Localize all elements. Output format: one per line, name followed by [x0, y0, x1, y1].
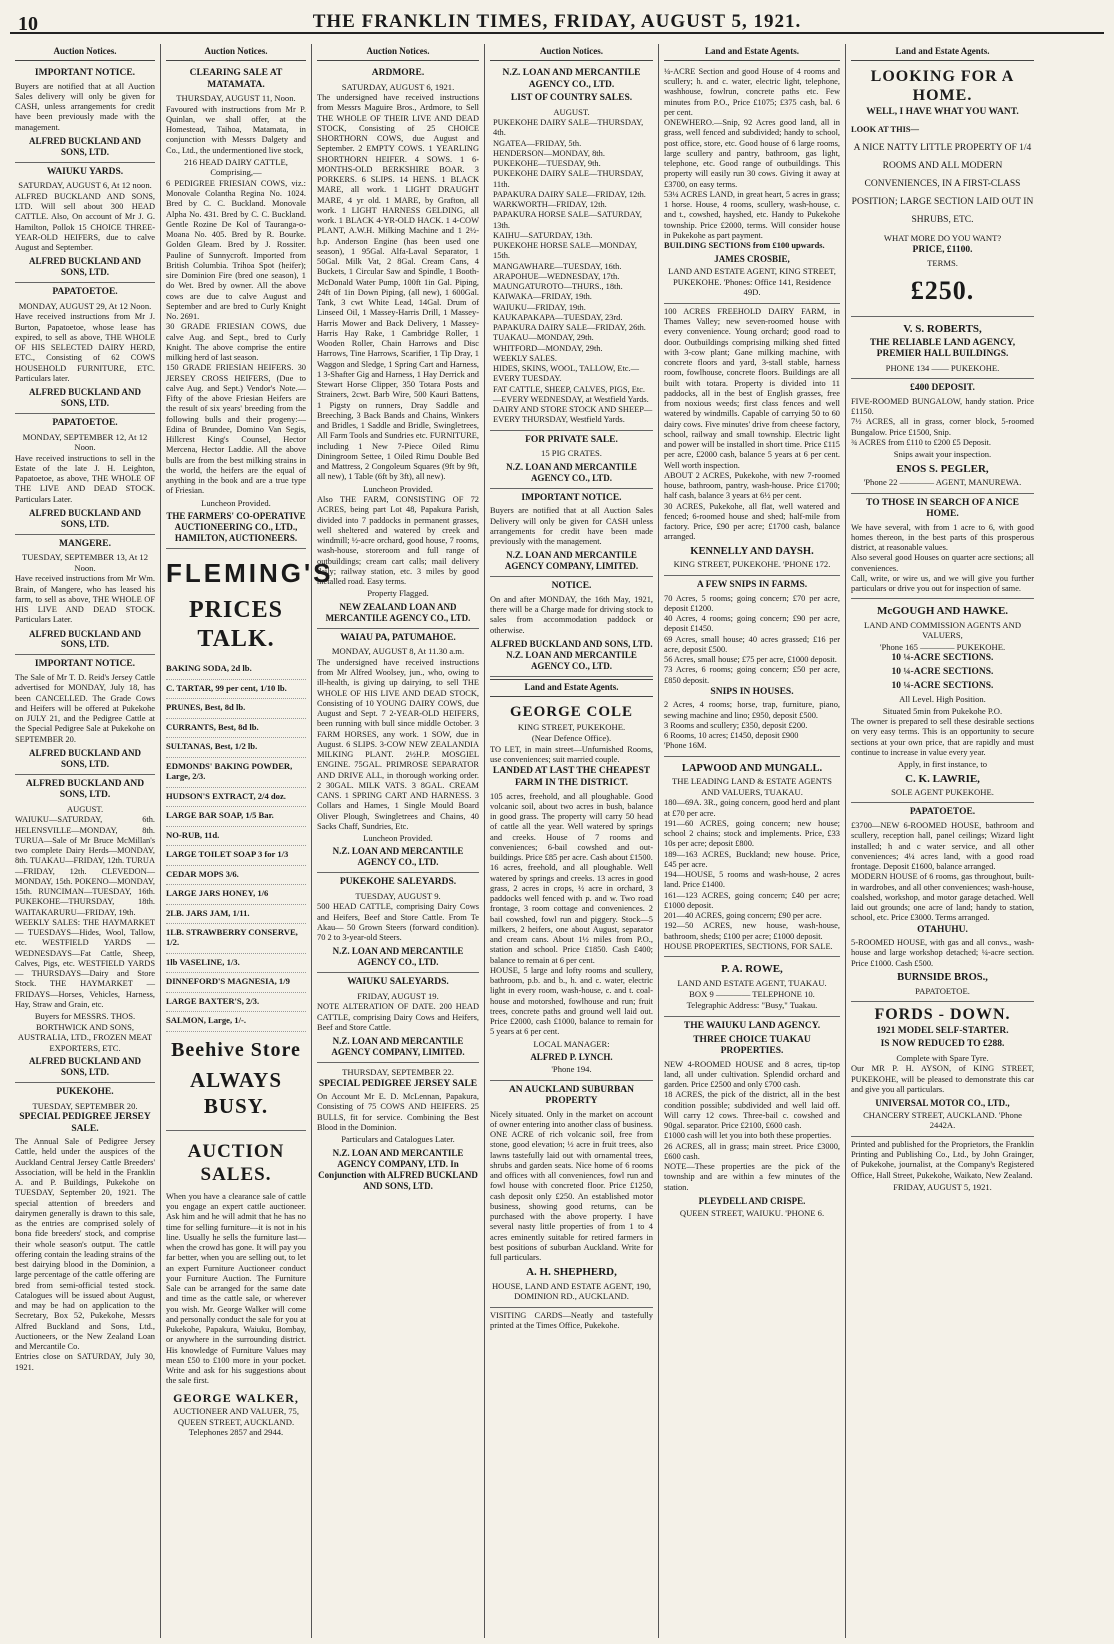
column-header: Land and Estate Agents. — [851, 44, 1034, 61]
ad-subheading: THREE CHOICE TUAKAU PROPERTIES. — [693, 1034, 811, 1057]
column-header: Auction Notices. — [317, 44, 479, 61]
columns — [10, 44, 1104, 1638]
ad-private-sale — [490, 431, 653, 489]
ad-body: The Sale of Mr T. D. Reid's Jersey Cattle advertised for MONDAY, July 18, has been CANCELLED. The Grade Cows and Heifers will be offered at Pukekohe on JULY 21, and the Pedigree Cattle at the Special Pedigree Sale at Pukekohe on SEPTEMBER 20. — [15, 673, 155, 744]
ad-body: The Annual Sale of Pedigree Jersey Cattle, held under the auspices of the Auckland Central Jersey Cattle Breeders' Association, will be held in the Franklin A. and P. Buildings, Pukekohe on TUESDAY, September 20, 1921. The special attention of breeders and dairymen generally is drawn to this sale, as the entries are comprised solely of bona fide breeders' stock, and comprise their whole season's output. The cattle offering contain the leading strains of the best dairying blood in the Dominion, a large percentage of the cattle offering are bred from semi-official tested stock. Catalogues will be issued about August, and may be had on application to the Secretary, Box 52, Pukekohe, Messrs Alfred Buckland and Sons, Ltd., Auctioneers, or the New Zealand Loan and Mercantile Co. — [15, 1137, 155, 1352]
ad-body: £3700—NEW 6-ROOMED HOUSE, bathroom and scullery, reception hall, panel ceilings; Wizard light installed; h and c water service, and all other conveniences; 4¼ acres land, with a good road frontage. Deposit £1600, balance arranged. — [851, 821, 1034, 871]
ad-body: On Account Mr E. D. McLennan, Papakura, Consisting of 75 COWS AND HEIFERS. 25 BULLS, fit for service. Combining the Best Blood in the Dominion. — [317, 1092, 479, 1132]
ad-george-cole — [490, 700, 653, 1081]
ad-body: ABOUT 2 ACRES, Pukekohe, with new 7-roomed house, bathroom, pantry, wash-house. Price £1700; half cash, balance 3 years at 6½ per cent. — [664, 470, 840, 501]
ad-body: A NICE NATTY LITTLE PROPERTY OF 1/4 ROOMS AND ALL MODERN CONVENIENCES, IN A FIRST-CLASS POSITION; LARGE SECTION LAID OUT IN SHRUBS, ETC. — [851, 142, 1034, 226]
ad-signature: ALFRED BUCKLAND AND SONS, LTD. — [28, 387, 141, 409]
ad-body: Call, write, or wire us, and we will give you further particulars or drive you out for inspection of same. — [851, 573, 1034, 594]
ad-signature: ALFRED BUCKLAND AND SONS, LTD. — [28, 256, 141, 278]
agent-phone: 'Phone 22 ———— AGENT, MANUREWA. — [863, 477, 1022, 488]
agent-address: KING STREET, PUKEKOHE. — [517, 721, 626, 732]
ad-body: 105 acres, freehold, and all ploughable. Good volcanic soil, about two acres in bush, balance in good grass. The property will carry 50 head of cattle all the year. Well watered by springs and creeks. House of 7 rooms and conveniences; 6-bail cowshed and out-buildings. Price £85 per acre. Cash about £1500. — [490, 791, 653, 863]
ad-address: QUEEN STREET, WAIUKU. 'PHONE 6. — [679, 1207, 825, 1218]
ad-body: 6 PEDIGREE FRIESIAN COWS, viz.: Monovale Colantha Regina No. 1024. Bred by C. C. Buckland. Monovale Alpha No. 431. Bred by C. C. Buckland. Gentle Rozine De Kol of Tauranga-o-Moana No. 405. Bred by R. Bourke. Golden Gleam. Bred by J. Rossiter. Pauline of Sunnycroft. Imported from British Columbia. Trihoa Spot (heifer); sire Dominion Fire (bred one season), 1 do Wet. Bred by owner. All the above cows are due to calve August and September and are bred to Curly Knight No. 2691. — [166, 178, 306, 322]
price-item: EDMONDS' BAKING POWDER, Large, 2/3. — [166, 758, 306, 788]
ad-papatoetoe-land — [851, 803, 1034, 1002]
price-item: SALMON, Large, 1/-. — [166, 1012, 306, 1031]
ad-subheading: OTAHUHU. — [917, 924, 968, 935]
ad-date: MONDAY, SEPTEMBER 12, At 12 Noon. — [22, 431, 148, 453]
ad-body: Buyers are notified that at all Auction Sales Delivery will only be given for CASH unless arrangements for credit have been made previously with the management. — [490, 506, 653, 547]
snip-item: 73 Acres, 6 rooms; going concern; £50 per acre, £850 deposit. — [664, 665, 840, 685]
ad-address: LAND AND ESTATE AGENT, KING STREET, PUKEKOHE. 'Phones: Office 141, Residence 49D. — [668, 266, 836, 298]
ad-body: 10 ¼-ACRE SECTIONS. — [891, 680, 994, 691]
ad-body: ¾ ACRES from £110 to £200 £5 Deposit. — [851, 437, 991, 447]
agent-subtitle: LAND AND ESTATE AGENT, TUAKAU. — [677, 977, 827, 988]
ad-notice-charge — [490, 577, 653, 676]
ad-date: AUGUST. — [66, 803, 104, 814]
ad-pegler — [851, 379, 1034, 493]
ad-body: Snips await your inspection. — [893, 449, 992, 460]
snip-item: 56 Acres, small house; £75 per acre, £1000 deposit. — [664, 655, 837, 664]
ad-heading: PAPATOETOE. — [52, 417, 118, 428]
ad-kennelly — [664, 304, 840, 576]
ad-heading: IMPORTANT NOTICE. — [34, 659, 136, 670]
ad-body: The undersigned have received instructions from Mr Alfred Woolsey, jun., who, owing to ill-health, is giving up dairying, to sell THE WHOLE OF HIS LIVE AND DEAD STOCK, Consisting of 10 YOUNG DAIRY COWS, due August and Sept. 7 2-YEAR-OLD HEIFERS, been running with bull since middle October. 3 FARM HORSES, any work. 1 SOW, due in August. 6 SLIPS. 3-COW NEW ZEALANDIA MILKING PLANT. 2½H.P. MOSGIEL ENGINE. 75GAL. PRIMROSE SEPARATOR AND DRIVE ALL, in thorough working order. 2 30GAL. MILK VATS. 3 8GAL. CREAM CANS. 1 SPRING CART AND HARNESS. 3 Collars and Hames, 1 Single Mould Board Oliver Plough, Swingletrees and Chains, 40 Sacks Chaff, Sundries, Etc. — [317, 657, 479, 831]
ad-subheading: LANDED AT LAST THE CHEAPEST FARM IN THE DISTRICT. — [492, 766, 651, 788]
ad-body: 7½ ACRES, all in grass, corner block, 5-roomed Bungalow. Price £1500, Snip. — [851, 417, 1034, 437]
ad-date: TUESDAY, AUGUST 9. — [355, 891, 441, 901]
section-header: Land and Estate Agents. — [490, 679, 653, 697]
ad-date: MONDAY, AUGUST 29, At 12 Noon. — [18, 300, 152, 311]
ad-body: 15 PIG CRATES. — [541, 448, 602, 459]
snip-item: 70 Acres, 5 rooms; going concern; £70 per acre, deposit £1200. — [664, 593, 840, 613]
ad-heading: WAIAU PA, PATUMAHOE. — [340, 632, 456, 643]
property-item: 194—HOUSE, 5 rooms and wash-house, 2 acres land. Price £1400. — [664, 870, 840, 890]
ad-heading: AN AUCKLAND SUBURBAN PROPERTY — [508, 1084, 635, 1107]
property-item: 180—69A. 3R., going concern, good herd and plant at £70 per acre. — [664, 798, 840, 818]
ad-address: HOUSE, LAND AND ESTATE AGENT, 190, DOMINION RD., AUCKLAND. — [491, 1280, 652, 1302]
ad-body: £1000 cash will let you into both these properties. — [664, 1131, 832, 1141]
ad-rowe — [664, 957, 840, 1017]
ad-price: PRICE, £1100. — [912, 244, 973, 255]
column-4 — [485, 44, 659, 1638]
ad-date: TUESDAY, SEPTEMBER 13, At 12 Noon. — [21, 552, 149, 573]
price-item: HUDSON'S EXTRACT, 2/4 doz. — [166, 788, 306, 807]
ad-address: CHANCERY STREET, AUCKLAND. 'Phone 2442A. — [863, 1109, 1022, 1131]
ad-body: Luncheon Provided. — [363, 833, 433, 843]
ad-roberts — [851, 317, 1034, 379]
ad-suburban — [490, 1081, 653, 1308]
ad-signature: ALFRED BUCKLAND AND SONS, LTD. — [28, 507, 141, 529]
ad-body: 5-ROOMED HOUSE, with gas and all convs., wash-house and large workshop detached; ¼-acre section. Price £1000. Cash £500. — [851, 938, 1034, 968]
ad-subheading: LIST OF COUNTRY SALES. — [510, 93, 633, 104]
ad-body: Also several good Houses on quarter acre sections; all conveniences. — [851, 553, 1034, 573]
ad-heading: FORDS - DOWN. — [874, 1006, 1011, 1024]
imprint-date: FRIDAY, AUGUST 5, 1921. — [893, 1181, 992, 1192]
price-item: C. TARTAR, 99 per cent, 1/10 lb. — [166, 680, 306, 699]
property-item: HOUSE PROPERTIES, SECTIONS, FOR SALE. — [664, 941, 833, 951]
ad-signature: BURNSIDE BROS., — [897, 971, 988, 983]
ad-sale-list — [15, 775, 155, 1083]
price-list — [166, 660, 306, 1032]
price-item: DINNEFORD'S MAGNESIA, 1/9 — [166, 973, 306, 992]
agent-phone: PHONE 134 —— PUKEKOHE. — [885, 362, 1000, 373]
ad-body: VISITING CARDS—Neatly and tastefully printed at the Times Office, Pukekohe. — [490, 1310, 653, 1331]
ad-subheading: SNIPS IN HOUSES. — [710, 686, 794, 697]
snips-farms-list — [664, 594, 840, 686]
ad-important-notice — [15, 64, 155, 163]
imprint — [851, 1137, 1034, 1197]
agent-address: (Near Defence Office). — [531, 733, 612, 744]
ad-date: SATURDAY, AUGUST 6, At 12 noon. — [18, 180, 152, 191]
agent-contact: BOX 9 ———— TELEPHONE 10. — [689, 988, 815, 999]
ad-body: Also THE FARM, CONSISTING OF 72 ACRES, being part Lot 48, Papakura Parish, divided into 7 paddocks in permanent grasses, well sheltered and watered by creek and windmill; ½-acre orchard, good house, 7 rooms, wash-house, storeroom and full range of outbuildings; cream cart calls; mail delivery daily; railway station, etc. 3 miles by good metalled road. Easy terms. — [317, 495, 479, 587]
price-item: 1lb VASELINE, 1/3. — [166, 954, 306, 973]
ad-date: THURSDAY, AUGUST 11, Noon. — [176, 93, 296, 104]
sale-list-item: PUKEKOHE DAIRY SALE—THURSDAY, 11th. — [493, 169, 644, 189]
ad-body: On and after MONDAY, the 16th May, 1921, there will be a Charge made for driving stock to sales from accommodation paddock or otherwise. — [490, 594, 653, 635]
ad-body: WELL, I HAVE WHAT YOU WANT. — [866, 107, 1019, 117]
ad-heading: NOTICE. — [551, 581, 592, 592]
ad-fords — [851, 1002, 1034, 1137]
ad-crosbie — [664, 64, 840, 304]
ad-heading: A FEW SNIPS IN FARMS. — [696, 579, 808, 590]
ad-body: 150 GRADE FRIESIAN HEIFERS. 30 JERSEY CROSS HEIFERS, (Due to calve Aug. and Sept.) Vendor's Note.—Fifty of the above Friesian Heifers are the result of six years' breeding from the following bulls and their progeny:—Edina of Brundee, Domino Van Segis, Hillcrest King's Counsel, Hector Mercena, Hector Laddie. All the above bulls are from the best milking strains in the world, the heifers are the equal of anything in the book and are a true type of Friesian. — [166, 363, 306, 496]
snip-item: 69 Acres, small house; 40 acres grassed; £16 per acre, deposit £500. — [664, 634, 840, 654]
sale-list-item: MANGAWHARE—TUESDAY, 16th. — [493, 261, 622, 271]
masthead — [10, 6, 1104, 34]
ad-signature: ALFRED BUCKLAND AND SONS, LTD. N.Z. LOAN AND MERCANTILE AGENCY CO., LTD. — [490, 638, 653, 671]
ad-heading: PAPATOETOE. — [52, 287, 118, 298]
sale-list-item: PAPAKURA HORSE SALE—SATURDAY, 13th. — [493, 210, 643, 230]
ad-body: 10 ¼-ACRE SECTIONS. — [891, 666, 994, 677]
ad-body: Property Flagged. — [367, 588, 429, 599]
agent-name: V. S. ROBERTS, — [903, 323, 982, 336]
sale-list-item: PUKEKOHE—TUESDAY, 9th. — [493, 159, 601, 169]
ad-signature: JAMES CROSBIE, — [714, 254, 790, 265]
ad-heading: ARDMORE. — [371, 67, 425, 78]
ad-body: Luncheon Provided. — [201, 497, 271, 508]
ad-body: LOOK AT THIS— — [851, 124, 919, 134]
ad-heading: ALFRED BUCKLAND AND SONS, LTD. — [25, 778, 145, 801]
sale-list-item: WHITFORD—MONDAY, 29th. — [493, 343, 603, 353]
ad-flemings — [166, 549, 334, 1131]
ad-body: All Level. High Position. — [899, 694, 986, 705]
ad-body: Buyers for MESSRS. THOS. BORTHWICK AND SONS, AUSTRALIA, LTD., FROZEN MEAT EXPORTERS, ETC. — [17, 1011, 153, 1053]
ad-signature: N.Z. LOAN AND MERCANTILE AGENCY CO., LTD. — [332, 946, 464, 968]
sale-list-item: KAUKAPAKAPA—TUESDAY, 23rd. — [493, 312, 623, 322]
ad-address: AUCTIONEER AND VALUER, 75, QUEEN STREET, AUCKLAND. Telephones 2857 and 2944. — [173, 1406, 299, 1438]
snip-item: 6 Rooms, 10 acres; £1450, deposit £900 — [664, 731, 799, 741]
ad-pukekohe-saleyards — [317, 873, 479, 973]
ad-heading: PUKEKOHE. — [56, 1086, 114, 1097]
ad-signature: THE FARMERS' CO-OPERATIVE AUCTIONEERING CO., LTD., HAMILTON, AUCTIONEERS. — [166, 511, 306, 543]
ad-date: TUESDAY, SEPTEMBER 20. — [32, 1100, 138, 1111]
ad-body: 30 ACRES, Pukekohe, all flat, well watered and fenced; 6-roomed house and shed; half-mile from factory. Price, £90 per acre; £1700 cash, balance arranged. — [664, 501, 840, 542]
column-header: Auction Notices. — [166, 44, 306, 61]
ad-body: NOTE ALTERATION OF DATE. 200 HEAD CATTLE, comprising Dairy Cows and Heifers, Beef and Store Cattle. — [317, 1002, 479, 1032]
ad-heading: WAIUKU YARDS. — [46, 166, 124, 177]
ad-clearing-sale — [166, 64, 306, 549]
ad-address: SOLE AGENT PUKEKOHE. — [891, 786, 994, 797]
sale-list-item: PAPAKURA DAIRY SALE—FRIDAY, 26th. — [493, 323, 646, 333]
sale-list-item: KAIWAKA—FRIDAY, 19th. — [493, 292, 592, 302]
sale-list-item: HIDES, SKINS, WOOL, TALLOW, Etc.—EVERY TUESDAY. — [493, 364, 639, 384]
ad-body: Situated 5min from Pukekohe P.O. — [882, 705, 1003, 716]
sale-list-item: FAT CATTLE, SHEEP, CALVES, PIGS, Etc.—EVERY WEDNESDAY, at Westfield Yards. — [493, 384, 649, 404]
price-item: CURRANTS, Best, 8d lb. — [166, 719, 306, 738]
snip-item: 3 Rooms and scullery; £350, deposit £200. — [664, 720, 808, 730]
ad-date: SATURDAY, AUGUST 6, 1921. — [341, 81, 455, 92]
price-item: LARGE BAR SOAP, 1/5 Bar. — [166, 807, 306, 826]
ad-pukekohe-jersey — [15, 1083, 155, 1377]
property-item: 192—50 ACRES, new house, wash-house, bathroom, sheds; £100 per acre; £1000 deposit. — [664, 921, 840, 941]
ad-heading: LOOKING FOR A HOME. — [870, 67, 1015, 105]
column-header: Auction Notices. — [15, 44, 155, 61]
ad-signature: C. K. LAWRIE, — [905, 772, 980, 785]
snip-item: 2 Acres, 4 rooms; horse, trap, furniture, piano, sewing machine and lino; £950, deposit £500. — [664, 700, 840, 720]
fleming-slogan: PRICES TALK. — [188, 596, 284, 652]
sale-list-item: KAIHU—SATURDAY, 13th. — [493, 230, 593, 240]
snip-item: 'Phone 16M. — [664, 741, 707, 751]
ad-ardmore — [317, 64, 479, 629]
ad-body: Our MR P. H. AYSON, of KING STREET, PUKEKOHE, will be pleased to demonstrate this car and give you all particulars. — [851, 1064, 1034, 1094]
ad-waiuku-saleyards — [317, 973, 479, 1063]
sale-list-item: PAPAKURA DAIRY SALE—FRIDAY, 12th. — [493, 189, 646, 199]
lapwood-list — [664, 798, 840, 952]
ad-papatoetoe-aug — [15, 283, 155, 414]
property-item: 201—40 ACRES, going concern; £90 per acre. — [664, 911, 822, 921]
sale-list-item: DAIRY AND STORE STOCK AND SHEEP—EVERY THURSDAY, Westfield Yards. — [493, 405, 653, 425]
price-item: 1LB. STRAWBERRY CONSERVE, 1/2. — [166, 924, 306, 954]
ad-body: We have several, with from 1 acre to 6, with good homes thereon, in the best parts of this prosperous district, at reasonable values. — [851, 522, 1034, 553]
sale-list-item: ARAPOHUE—WEDNESDAY, 17th. — [493, 271, 620, 281]
agent-name: ENOS S. PEGLER, — [896, 462, 989, 475]
column-header: Auction Notices. — [490, 44, 653, 61]
ad-manager-name: ALFRED P. LYNCH. — [530, 1052, 613, 1063]
ad-body: 216 HEAD DAIRY CATTLE, Comprising,— — [184, 156, 288, 178]
agent-name: GEORGE COLE — [509, 703, 634, 720]
ad-visiting-cards — [490, 1308, 653, 1336]
ad-body: Nicely situated. Only in the market on account of owner entering into another class of business. ONE ACRE of rich volcanic soil, free from stone, good elevation; ½ acre in fruit trees, also lawns tastefully laid out with ornamental trees, shrubs and garden seats. Nice home of 6 rooms and offices with all conveniences, fowl run and fowl house with concreted floor. Price £1250, cash deposit only £250. An established motor business, showing good returns, can be purchased with the above property. I have several nasty little properties of from 1 to 4 acres eminently suitable for retired farmers in best positions of suburban Auckland. Write for full particulars. — [490, 1109, 653, 1263]
ad-body: 10 ¼-ACRE SECTIONS. — [891, 653, 994, 664]
store-name: Beehive Store — [171, 1038, 301, 1061]
agent-subtitle: LAND AND COMMISSION AGENTS AND VALUERS, — [863, 619, 1022, 641]
price-item: CEDAR MOPS 3/6. — [166, 866, 306, 885]
ad-search-home — [851, 494, 1034, 600]
ad-body: 500 HEAD CATTLE, comprising Dairy Cows and Heifers, Beef and Store Cattle. From Te Akau— 50 Grown Steers (forward condition). 70 2 to 3-year-old Steers. — [317, 902, 479, 943]
page-number: 10 — [18, 13, 38, 35]
ad-body: ONEWHERO.—Snip, 92 Acres good land, all in grass, well fenced and subdivided; handy to school, post office, store, etc. Good house of 6 large rooms, large scullery and pantry, bathroom, gas light, telephone, etc. Good range of outbuildings. This property will easily run 30 cows. Giving it away at £3700, on easy terms. — [664, 118, 840, 189]
ad-body: WEEKLY SALES: THE HAYMARKET — TUESDAYS—Hides, Wool, Tallow, etc. WESTFIELD YARDS — WEDNESDAYS—Fat Cattle, Sheep, Calves, Pigs, etc. WESTFIELD YARDS — THURSDAYS—Dairy and Store Stock. THE HAYMARKET — FRIDAYS—Horses, Vehicles, Harness, Hay, Straw and Grain, etc. — [15, 917, 155, 1009]
ad-heading: N.Z. LOAN AND MERCANTILE AGENCY CO., LTD. — [502, 67, 641, 90]
ad-signature: KENNELLY AND DAYSH. — [690, 545, 814, 557]
ad-signature: ALFRED BUCKLAND AND SONS, LTD. — [28, 747, 141, 769]
ad-body: FIVE-ROOMED BUNGALOW, handy station. Price £1150. — [851, 396, 1034, 417]
ad-body: The undersigned have received instructions from Messrs Maguire Bros., Ardmore, to Sell THE WHOLE OF THEIR LIVE AND DEAD STOCK, Consisting of 25 CHOICE SHORTHORN COWS, due August and September. 2 EMPTY COWS. 1 YEARLING SHORTHORN HEIFER. 4 SOWS. 1 6-MONTHS-OLD BERKSHIRE BOAR. 3 PORKERS. 6 SLIPS. 14 HENS. 1 BLACK MARE, all work. 1 LIGHT DRAUGHT MARE, 4 yr old. 1 MARE, by Grafton, all work. 1 LIGHT HARNESS GELDING, all work. 1 BLACK 4-YR-OLD HACK. 1 4-COW PLANT, A.W.H. Milking Machine and 1 2½-h.p. Anderson Engine (has been used one season), 1 95Gal. Alfa-Laval Separator, 1 50Gal. Milk Vat, 2 8Gal. Cream Cans, 4 Buckets, 1 Circular Saw and Spindle, 1 Booth-McDonald Water Pump, 100ft 1in Gal. Piping, 24ft of 1in Down Piping, (all new), 1 600Gal. Tank, 3 cwt White Lead, 14Gal. Drum of Linseed Oil, 1 Massey-Harris Drill, 1 Massey-Harris Mower and Back Delivery, 1 Massey-Harris Hay Rake, 1 Cambridge Roller, 1 Wooden Roller, Chain Harrows and Disc Harrows, Tine Harrows, Scarifier, 1 Tip Dray, 1 Waggon and Sledge, 1 Spring Cart and Harness, 1 3-Shafter Gig and Harness, 1 Hay Derrick and Stewart Horse Clipper, 350 Totara Posts and Strainers, 2cwt. Barb Wire, 500 Kauri Battens, 1 Pigsty on runners, Dray Saddle and Breeching, 3 Back Bands and Chains, Winkers and Bridles, 1 Saddle and Bridle, Swingletrees, All Farm Tools and Sundries etc. FURNITURE, including 1 New 7-Piece Oiled Rimu Diningroom Settee, 1 Oiled Rimu Double Bed and Mattress, 2 Congoleum Squares (9ft by 9ft, all new), 1 Table (6ft by 3ft), all new). — [317, 93, 479, 482]
agent-subtitle: THE LEADING LAND & ESTATE AGENTS AND VALUERS, TUAKAU. — [672, 776, 832, 797]
ad-body: When you have a clearance sale of cattle you engage an expert cattle auctioneer. Ask him and he will admit that he has no time for selling furniture—it is not in his line. Usually he sells the furniture last—when the crowd has gone. It will pay you far better, when you are selling out, to let an expert Furniture Auctioneer conduct your Furniture Auction. The Furniture Sale can be arranged for the same date and time as the cattle sale, or wherever you wish. Mr. George Walker will come and personally conduct the sale for you at Pukekohe, Papakura, Waiuku, Bombay, or anywhere in the surrounding district. His knowledge of Furniture Values may mean £50 to £100 more in your pocket. Write and ask for his suggestions about the sale first. — [166, 1191, 306, 1386]
price-item: 2LB. JARS JAM, 1/11. — [166, 905, 306, 924]
column-1 — [10, 44, 161, 1638]
ad-heading: MANGERE. — [59, 538, 111, 549]
ad-signature: N.Z. LOAN AND MERCANTILE AGENCY COMPANY, LIMITED. — [331, 1036, 465, 1058]
ad-body: Entries close on SATURDAY, July 30, 1921. — [15, 1352, 155, 1372]
ad-body: Complete with Spare Tyre. — [896, 1052, 989, 1063]
ad-subheading: SPECIAL PEDIGREE JERSEY SALE. — [19, 1112, 151, 1134]
ad-signature: UNIVERSAL MOTOR CO., LTD., — [875, 1098, 1010, 1109]
ad-body: ALFRED BUCKLAND AND SONS, LTD. Will sell about 300 HEAD CATTLE. Also, On account of Mr J. G. Hamilton, Pollok 15 CHOICE THREE-YEAR-OLD HEIFERS, due to calve August and September. — [15, 191, 155, 253]
ad-special-jersey — [317, 1063, 479, 1195]
ad-deposit: £250. — [910, 275, 975, 305]
snips-houses-list — [664, 700, 840, 751]
ad-date: FRIDAY, AUGUST 19. — [357, 991, 439, 1001]
ad-body: WHAT MORE DO YOU WANT? — [883, 233, 1002, 244]
ad-body: Apply, in first instance, to — [897, 759, 988, 770]
ad-body: Have received instructions to sell in the Estate of the late J. H. Leighton, Papatoetoe, as above, THE WHOLE OF THE LIVE AND DEAD STOCK. Particulars Later. — [15, 453, 155, 504]
ad-body: The owner is prepared to sell these desirable sections on very easy terms. This is an opportunity to secure sections at your own price, that are rapidly and must continue to increase in value every year. — [851, 717, 1034, 757]
ad-signature: A. H. SHEPHERD, — [526, 1266, 617, 1279]
price-item: NO-RUB, 11d. — [166, 827, 306, 846]
column-6 — [846, 44, 1039, 1638]
ad-lapwood — [664, 757, 840, 958]
newspaper-title: THE FRANKLIN TIMES, FRIDAY, AUGUST 5, 1921. — [312, 11, 802, 32]
ad-body: BUILDING SECTIONS from £100 upwards. — [664, 241, 825, 251]
ad-snips — [664, 576, 840, 757]
ad-important-notice-cancel — [15, 655, 155, 774]
ad-body: Buyers are notified that at all Auction Sales delivery will only be given for CASH, unless arrangements for credit have been previously made with the management. — [15, 81, 155, 132]
ad-looking-for-home — [851, 64, 1034, 317]
ad-body: Have received instructions from Mr Wm. Brain, of Mangere, who has leased his farm, to sell as above, THE WHOLE OF HIS LIVE AND DEAD STOCK. Particulars Later. — [15, 574, 155, 625]
sale-list-item: PUKEKOHE DAIRY SALE—THURSDAY, 4th. — [493, 118, 644, 138]
fleming-name: FLEMING'S — [166, 557, 334, 588]
ad-waiuku-yards — [15, 163, 155, 284]
ad-month: AUGUST. — [553, 106, 590, 117]
agent-contact: Telegraphic Address: "Busy," Tuakau. — [686, 1000, 818, 1011]
ad-body: NOTE—These properties are the pick of the township and are within a few minutes of the station. — [664, 1162, 840, 1192]
column-3 — [312, 44, 485, 1638]
agent-phone: 'Phone 165 ———— PUKEKOHE. — [879, 641, 1006, 652]
ad-body: 16 acres, freehold, and all ploughable. Well watered by springs and creeks. 13 acres in good grass, 2 acres in crops, ½ acre in orchard, 3 paddocks well fenced with p. and w. Two road frontage, 3 room cottage and conveniences. 2 bail cowshed, fowl run and piggery. Stock—5 milkers, 2 heifers, one about August, separator and cream cans. About 1½ miles from P.O., station and school. Price £1850. Cash £400; balance to remain at 6 per cent. — [490, 863, 653, 965]
ad-body: Have received instructions from Mr J. Burton, Papatoetoe, whose lease has expired, to sell as above, THE WHOLE OF HIS SELECTED DAIRY HERD, ETC., Consisting of 62 COWS HOUSEHOLD FURNITURE, ETC. Particulars later. — [15, 312, 155, 383]
price-item: BAKING SODA, 2d lb. — [166, 660, 306, 679]
column-header: Land and Estate Agents. — [664, 44, 840, 61]
sale-list-item: MAUNGATUROTO—THURS., 18th. — [493, 282, 623, 292]
ad-mangere — [15, 535, 155, 656]
ad-body: 30 GRADE FRIESIAN COWS, due calve Aug. and Sept., bred to Curly Knight. The above comprise the entire milking herd of last season. — [166, 322, 306, 363]
snip-item: 40 Acres, 4 rooms; going concern; £90 per acre, deposit £1450. — [664, 614, 840, 634]
ad-heading: SPECIAL PEDIGREE JERSEY SALE — [318, 1078, 478, 1089]
price-item: SULTANAS, Best, 1/2 lb. — [166, 738, 306, 757]
ad-signature: N.Z. LOAN AND MERCANTILE AGENCY CO., LTD. — [506, 461, 637, 483]
ad-heading: TO THOSE IN SEARCH OF A NICE HOME. — [866, 497, 1019, 520]
ad-heading: PUKEKOHE SALEYARDS. — [339, 877, 457, 888]
sale-list-item: WAIUKU—FRIDAY, 19th. — [493, 302, 586, 312]
ad-body: 100 ACRES FREEHOLD DAIRY FARM, in Thames Valley; new seven-roomed house with every convenience. Young orchard; good road to door. Outbuildings comprising milking shed fitted with 3-cow plant; Gane milking machine, with concrete floors and yard, 3-stall stable, harness room, fowlhouse, concrete floors. Buildings are all built with totara. Property is divided into 11 paddocks, all in the best of English grasses, free from noxious weeds; first class fences and well watered by windmills. Capable of carrying 50 to 60 dairy cows. Five minutes' drive from cheese factory, school, railway and small township. Electric light and power will be installed in short time. Price £115 per acre, £2000 cash, balance 5 years at 6 per cent. Well worth inspection. — [664, 306, 840, 470]
ad-body: HOUSE, 5 large and lofty rooms and scullery, bathroom, p.b. and b., h. and c. water, electric light in every room, wash-house, c. and t. coal-house and motorshed, fowlhouse and run; fruit trees, concrete paths and ground well laid out. Price £2000, cash £1000, balance to remain for 5 years at 6 per cent. — [490, 965, 653, 1037]
ad-auction-sales — [166, 1131, 306, 1443]
price-item: LARGE BAXTER'S, 2/3. — [166, 993, 306, 1012]
column-2 — [161, 44, 334, 1638]
store-tagline: ALWAYS BUSY. — [190, 1068, 282, 1118]
ad-signature: PLEYDELL AND CRISPE. — [698, 1195, 806, 1206]
ad-country-sales — [490, 64, 653, 431]
ad-waiau-pa — [317, 629, 479, 874]
ad-phone: 'Phone 194. — [551, 1064, 592, 1075]
ad-body: TO LET, in main street—Unfurnished Rooms, use conveniences; suit married couple. — [490, 744, 653, 765]
ad-signature: N.Z. LOAN AND MERCANTILE AGENCY CO., LTD. — [332, 846, 464, 868]
ad-body: NEW 4-ROOMED HOUSE and 8 acres, tip-top land, all under cultivation. Splendid orchard and garden. Price £2500 and only £700 cash. — [664, 1059, 840, 1090]
ad-body: MODERN HOUSE of 6 rooms, gas throughout, built-in wardrobes, and all other conveniences; wash-house, coalshed, workshop, and motor garage detached. Well laid out grounds; one acre of land; handy to station, school, etc. Price £3000. Terms arranged. — [851, 872, 1034, 923]
sale-list-item: PUKEKOHE HORSE SALE—MONDAY, 15th. — [493, 241, 638, 261]
ad-address: PAPATOETOE. — [915, 985, 970, 996]
ad-body: 26 ACRES, all in grass; main street. Price £3000, £600 cash. — [664, 1141, 840, 1161]
ad-signature: NEW ZEALAND LOAN AND MERCANTILE AGENCY CO., LTD. — [325, 601, 471, 623]
price-item: PRUNES, Best, 8d lb. — [166, 699, 306, 718]
sale-list-item: NGATEA—FRIDAY, 5th. — [493, 138, 582, 148]
ad-waiuku-land — [664, 1017, 840, 1223]
ad-signature: ALFRED BUCKLAND AND SONS, LTD. — [28, 1056, 141, 1078]
ad-signature: N.Z. LOAN AND MERCANTILE AGENCY COMPANY, LTD. In Conjunction with ALFRED BUCKLAND AND SONS, LTD. — [318, 1147, 478, 1191]
ad-heading: CLEARING SALE AT MATAMATA. — [189, 67, 283, 90]
ad-body: WAIUKU—SATURDAY, 6th. HELENSVILLE—MONDAY, 8th. TURUA—Sale of Mr Bruce McMillan's two complete Dairy Herds—MONDAY, 8th. TUAKAU—FRIDAY, 12th. TURUA—FRIDAY, 12th. CLEVEDON—MONDAY, 15th. POKENO—MONDAY, 15th. RUNCIMAN—TUESDAY, 16th. PUKEKOHE—THURSDAY, 18th. WAITAKARURU—FRIDAY, 19th. — [15, 815, 155, 917]
ad-heading: THE WAIUKU LAND AGENCY. — [683, 1020, 821, 1031]
sales-list — [490, 118, 653, 426]
property-item: 191—60 ACRES, going concern; new house; school 2 chains; stock and implements. Price, £33 10s per acre; deposit £800. — [664, 818, 840, 849]
agent-name: P. A. ROWE, — [721, 963, 783, 976]
property-item: 189—163 ACRES, Buckland; new house. Price, £45 per acre. — [664, 849, 840, 869]
ad-heading: IMPORTANT NOTICE. — [521, 492, 622, 503]
sale-list-item: WEEKLY SALES. — [493, 353, 557, 363]
ad-body: Luncheon Provided. — [363, 483, 433, 494]
ad-heading: £400 DEPOSIT. — [910, 383, 975, 394]
ad-heading: PAPATOETOE. — [909, 807, 976, 818]
ad-body: 53¼ ACRES LAND, in great heart, 5 acres in grass; 1 horse. House, 4 rooms, scullery, wash-house, c. and t., cowshed, hayshed, etc. Handy to Pukekohe township. Price £2000, terms. Will consider house in Pukekohe as part payment. — [664, 189, 840, 240]
ad-signature: GEORGE WALKER, — [173, 1390, 299, 1405]
sale-list-item: TUAKAU—MONDAY, 29th. — [493, 333, 594, 343]
ad-terms: TERMS. — [927, 258, 958, 269]
ad-papatoetoe-sep — [15, 414, 155, 535]
ad-signature: ALFRED BUCKLAND AND SONS, LTD. — [28, 628, 141, 650]
ad-manager-label: LOCAL MANAGER: — [533, 1038, 610, 1049]
agent-subtitle: THE RELIABLE LAND AGENCY, PREMIER HALL BUILDINGS. — [869, 337, 1016, 360]
ad-body: Particulars and Catalogues Later. — [341, 1134, 455, 1145]
sale-list-item: HENDERSON—MONDAY, 8th. — [493, 148, 605, 158]
ad-body: IS NOW REDUCED TO £288. — [880, 1039, 1005, 1050]
ad-body: 18 ACRES, the pick of the district, all in the best condition possible; subdivided and well laid off. Will carry 12 cows. Three-bail c. cowshed and 90gal. separator. Price £2100, £600 cash. — [664, 1090, 840, 1131]
ad-important-notice-nz — [490, 489, 653, 578]
price-item: LARGE TOILET SOAP 3 for 1/3 — [166, 846, 306, 865]
ad-signature: ALFRED BUCKLAND AND SONS, LTD. — [28, 135, 141, 157]
ad-address: KING STREET, PUKEKOHE. 'PHONE 172. — [673, 559, 831, 570]
ad-body: 1921 MODEL SELF-STARTER. — [876, 1025, 1009, 1036]
property-item: 161—123 ACRES, going concern; £40 per acre; £1000 deposit. — [664, 890, 840, 910]
agent-name: LAPWOOD AND MUNGALL. — [681, 762, 823, 774]
ad-body: ¼-ACRE Section and good House of 4 rooms and scullery; h. and c. water, electric light, telephone, washhouse, fowlrun, concrete paths etc. Few minutes from P.O., Price £1075; £375 cash, bal. 6 per cent. — [664, 66, 840, 117]
agent-name: McGOUGH AND HAWKE. — [876, 605, 1009, 618]
ad-date: MONDAY, AUGUST 8, At 11.30 a.m. — [331, 646, 465, 657]
sale-list-item: WARKWORTH—FRIDAY, 12th. — [493, 200, 607, 210]
ad-mcgough — [851, 599, 1034, 803]
ad-signature: N.Z. LOAN AND MERCANTILE AGENCY COMPANY, LIMITED. — [504, 550, 639, 572]
column-5 — [659, 44, 846, 1638]
price-item: LARGE JARS HONEY, 1/6 — [166, 885, 306, 904]
ad-date: THURSDAY, SEPTEMBER 22. — [342, 1067, 454, 1078]
ad-heading: AUCTION SALES. — [187, 1140, 285, 1185]
ad-heading: IMPORTANT NOTICE. — [34, 67, 136, 78]
ad-heading: FOR PRIVATE SALE. — [525, 434, 618, 445]
ad-heading: WAIUKU SALEYARDS. — [347, 977, 449, 988]
ad-body: Favoured with instructions from Mr P. Quinlan, we shall offer, at the Homestead, Taihoa, Matamata, in conjunction with Messrs Dalgety and Co., Ltd., the undermentioned live stock, — [166, 104, 306, 155]
imprint-text: Printed and published for the Proprietors, the Franklin Printing and Publishing Co., Ltd., by John Grainger, of Pukekohe, journalist, at the Company's Registered Office, Hall Street, Pukekohe, Waikato, New Zealand. — [851, 1139, 1034, 1180]
